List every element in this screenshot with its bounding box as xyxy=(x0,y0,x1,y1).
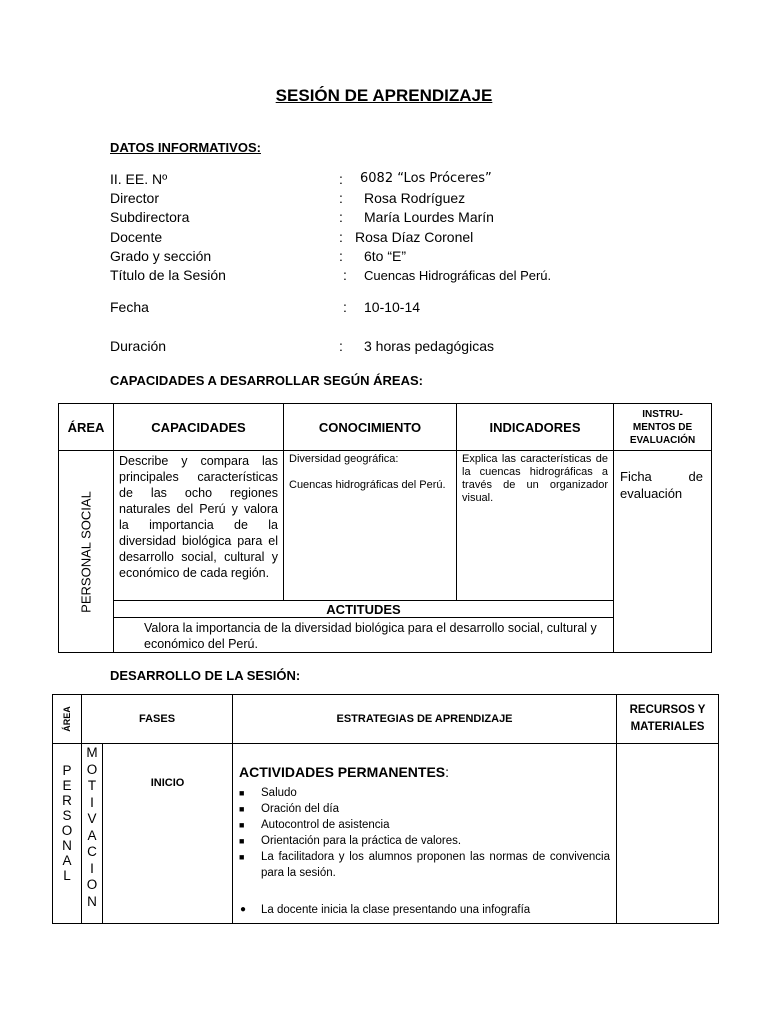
motivacion-letter: N xyxy=(87,893,97,909)
list-item-text: Saludo xyxy=(261,787,297,799)
capacidades-cell: Describe y compara las principales características de las ocho regiones naturales del Perú y valora la importancia de la diversidad biológica para el desarrollo social, cultural y económico de cada región. xyxy=(114,451,284,601)
area-letter: E xyxy=(62,778,72,793)
instrumentos-cell: Ficha de evaluación xyxy=(614,451,712,653)
header-instrumentos-line3: EVALUACIÓN xyxy=(629,434,696,446)
conocimiento-line1: Diversidad geográfica: xyxy=(289,453,399,465)
info-value-duracion: 3 horas pedagógicas xyxy=(364,338,494,354)
recursos-cell xyxy=(617,744,719,924)
info-value-director: Rosa Rodríguez xyxy=(364,190,466,206)
list-item xyxy=(239,849,610,881)
list-item-presentation xyxy=(239,902,610,918)
list-item xyxy=(239,817,610,833)
header-capacidades: CAPACIDADES xyxy=(114,404,284,451)
capacidades-table xyxy=(58,403,712,653)
motivacion-letter: C xyxy=(87,844,97,859)
actividades-list xyxy=(233,785,616,881)
area-letter: R xyxy=(62,793,72,808)
area-cell xyxy=(59,451,114,653)
square-bullet-icon: ■ xyxy=(239,804,245,814)
info-value-fecha: 10-10-14 xyxy=(364,299,421,315)
list-item-text: Oración del día xyxy=(261,803,340,815)
conocimiento-cell xyxy=(284,451,457,601)
capacidades-heading: CAPACIDADES A DESARROLLAR SEGÚN ÁREAS: xyxy=(110,373,423,388)
motivacion-letter: O xyxy=(86,877,98,892)
info-label-grado: Grado y sección xyxy=(110,248,212,264)
area-personal-social: PERSONAL SOCIAL xyxy=(78,490,94,613)
info-value-titulo: Cuencas Hidrográficas del Perú. xyxy=(364,268,552,283)
info-sep-titulo: : xyxy=(343,267,347,283)
header-instrumentos-line2: MENTOS DE xyxy=(632,421,693,433)
motivacion-letter: I xyxy=(90,794,94,810)
actividades-title-text: ACTIVIDADES PERMANENTES xyxy=(239,764,446,780)
header-fases: FASES xyxy=(82,695,233,744)
list-item-text: Autocontrol de asistencia xyxy=(261,819,390,831)
list-item xyxy=(239,801,610,817)
info-sep-subdirectora: : xyxy=(339,209,343,225)
header-instrumentos-line1: INSTRU- xyxy=(642,408,683,420)
actividades-title-colon: : xyxy=(445,764,450,780)
info-value-subdirectora: María Lourdes Marín xyxy=(364,209,494,225)
square-bullet-icon: ■ xyxy=(239,820,245,830)
info-label-docente: Docente xyxy=(110,229,163,245)
motivacion-letter: A xyxy=(87,827,97,843)
square-bullet-icon: ■ xyxy=(239,852,245,862)
actitudes-text: Valora la importancia de la diversidad biológica para el desarrollo social, cultural y económico del Perú. xyxy=(114,618,614,653)
desarrollo-table xyxy=(52,694,719,924)
header-indicadores: INDICADORES xyxy=(457,404,614,451)
header-instrumentos xyxy=(614,404,712,451)
header-recursos: RECURSOS Y MATERIALES xyxy=(617,695,719,744)
area-letter: A xyxy=(62,853,72,868)
list-item xyxy=(239,785,610,801)
info-sep-iiee: : xyxy=(339,171,343,187)
actividades-permanentes-title xyxy=(239,764,616,780)
indicadores-cell: Explica las características de la cuencas hidrográficas a través de un organizador visual. xyxy=(457,451,614,601)
header-area: ÁREA xyxy=(59,404,114,451)
info-sep-docente: : xyxy=(339,229,343,245)
header-area-2 xyxy=(53,695,82,744)
conocimiento-line2: Cuencas hidrográficas del Perú. xyxy=(289,479,446,491)
area-letter: O xyxy=(61,823,73,838)
info-value-docente: Rosa Díaz Coronel xyxy=(355,229,474,245)
motivacion-letter: V xyxy=(87,811,97,826)
motivacion-letter: T xyxy=(87,778,97,793)
info-sep-duracion: : xyxy=(339,338,343,354)
round-bullet-icon: ● xyxy=(240,904,247,915)
actitudes-heading: ACTITUDES xyxy=(114,601,614,618)
info-label-iiee: II. EE. Nº xyxy=(110,171,168,187)
area-letter: P xyxy=(62,763,72,778)
list-item-text: Orientación para la práctica de valores. xyxy=(261,835,462,847)
info-sep-director: : xyxy=(339,190,343,206)
square-bullet-icon: ■ xyxy=(239,836,245,846)
estrategias-cell xyxy=(233,744,617,924)
square-bullet-icon: ■ xyxy=(239,788,245,798)
motivacion-letter: O xyxy=(86,761,98,777)
info-label-subdirectora: Subdirectora xyxy=(110,209,190,225)
list-item xyxy=(239,833,610,849)
info-sep-grado: : xyxy=(339,248,343,264)
motivacion-letter: I xyxy=(90,860,94,876)
datos-informativos-heading: DATOS INFORMATIVOS: xyxy=(110,140,261,155)
header-conocimiento: CONOCIMIENTO xyxy=(284,404,457,451)
info-sep-fecha: : xyxy=(343,299,347,315)
info-label-titulo: Título de la Sesión xyxy=(110,267,226,283)
area-letters-cell xyxy=(53,744,82,924)
header-estrategias: ESTRATEGIAS DE APRENDIZAJE xyxy=(233,695,617,744)
info-label-director: Director xyxy=(110,190,160,206)
info-value-grado: 6to “E” xyxy=(364,248,407,264)
area-letter: S xyxy=(62,808,72,823)
desarrollo-heading: DESARROLLO DE LA SESIÓN: xyxy=(110,668,301,683)
info-label-duracion: Duración xyxy=(110,338,167,354)
document-title: SESIÓN DE APRENDIZAJE xyxy=(275,86,493,105)
fase-inicio: INICIO xyxy=(103,744,233,924)
info-value-iiee: 6082 “Los Próceres” xyxy=(360,171,492,186)
motivacion-letter: M xyxy=(86,745,98,760)
motivacion-letters-cell xyxy=(82,744,103,924)
area-letter: N xyxy=(62,838,72,853)
header-area-2-text: ÁREA xyxy=(62,706,72,732)
list-item-text: La facilitadora y los alumnos proponen las normas de convivencia para la sesión. xyxy=(261,851,611,879)
info-label-fecha: Fecha xyxy=(110,299,149,315)
list-item-text: La docente inicia la clase presentando una infografía xyxy=(261,904,531,916)
area-letter: L xyxy=(63,868,71,883)
